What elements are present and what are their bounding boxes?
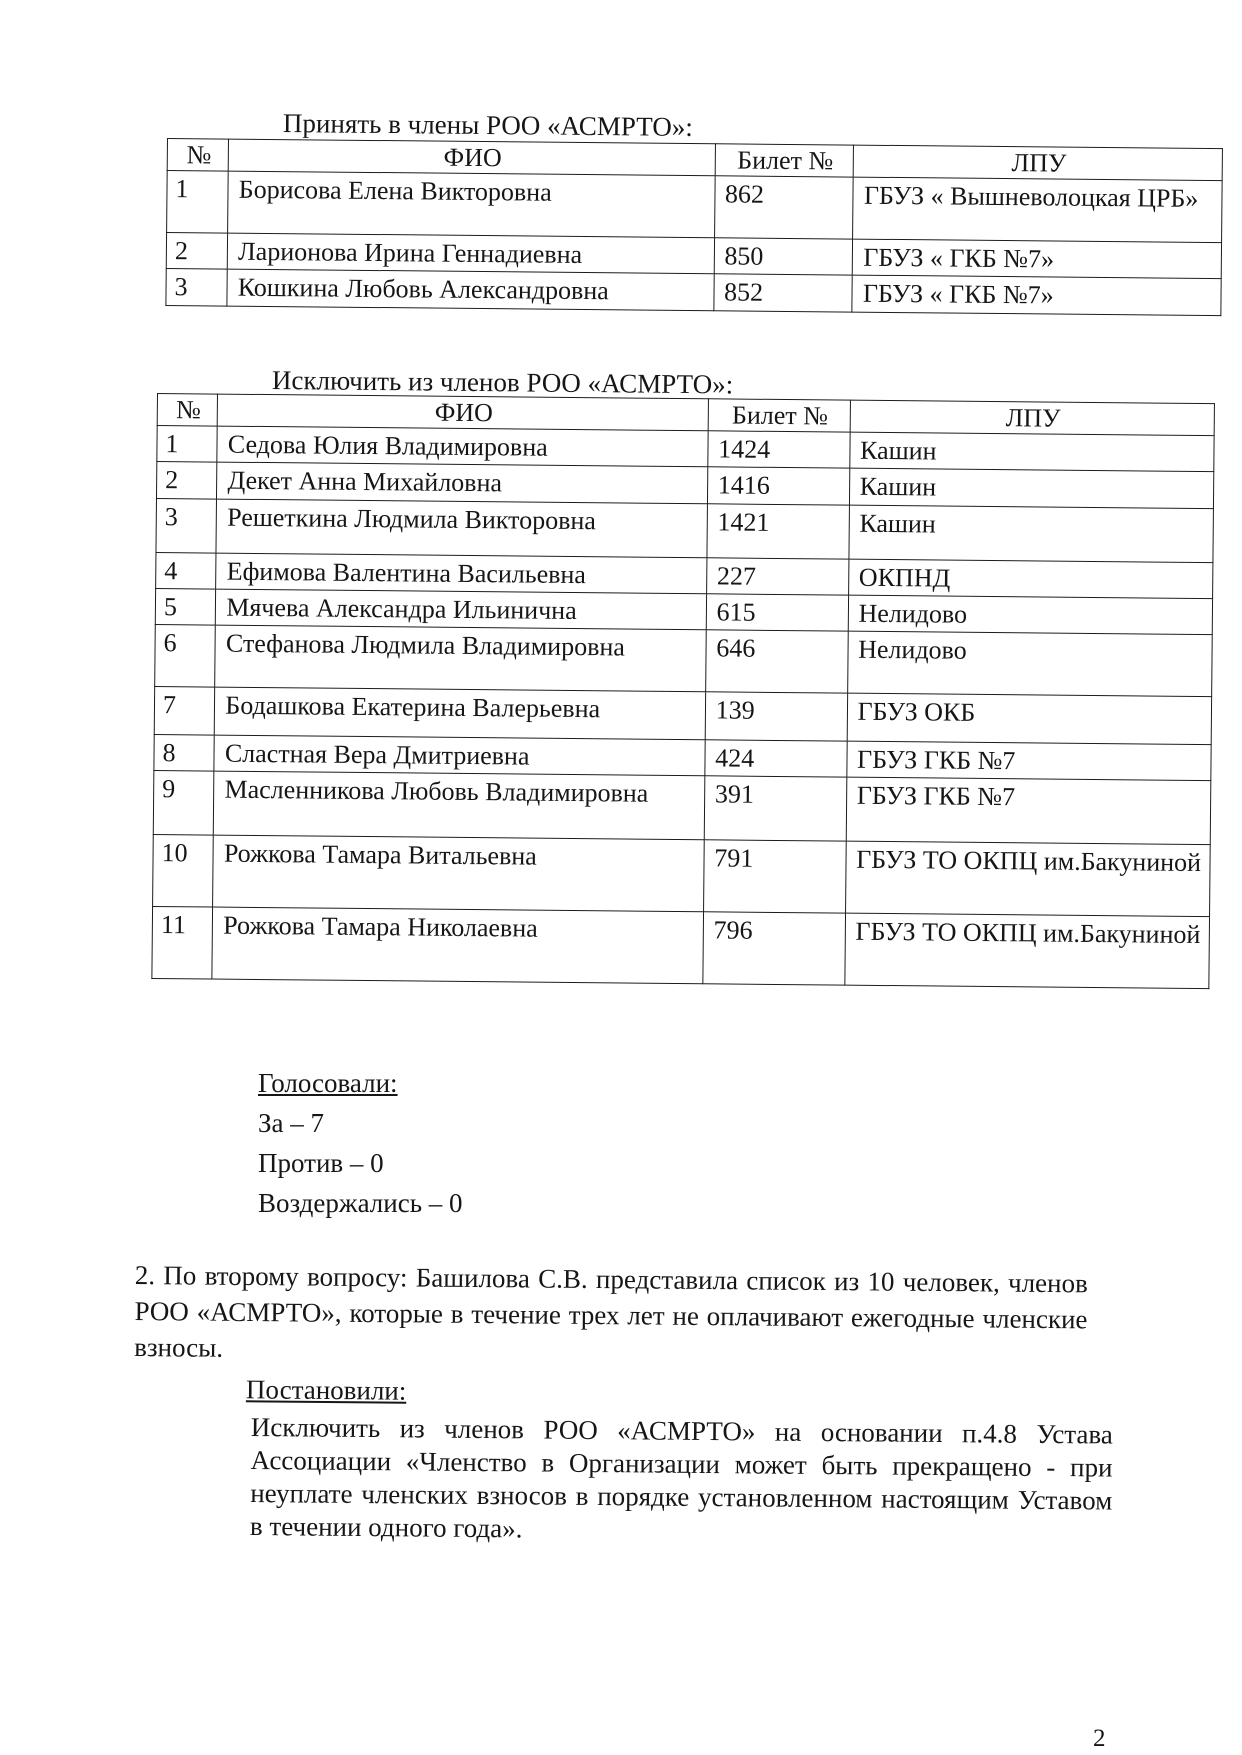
row-no: 3 [156, 498, 217, 553]
row-ticket: 791 [703, 840, 846, 913]
row-lpu: ГБУЗ ГКБ №7 [846, 777, 1211, 844]
row-fio: Масленникова Любовь Владимировна [214, 771, 705, 840]
col-ticket-header: Билет № [715, 144, 854, 178]
admit-table [165, 138, 1223, 316]
row-ticket: 391 [704, 776, 847, 841]
row-no: 8 [154, 734, 215, 771]
row-ticket: 139 [705, 692, 847, 741]
col-lpu-header: ЛПУ [854, 145, 1223, 181]
row-ticket: 227 [706, 557, 848, 595]
row-lpu: ГБУЗ « ГКБ №7» [853, 239, 1222, 279]
row-fio: Борисова Елена Викторовна [228, 171, 715, 238]
table-row [156, 498, 1213, 562]
col-no-header: № [167, 139, 229, 172]
vote-abstained: Воздержались – 0 [258, 1188, 463, 1218]
col-fio-header: ФИО [218, 394, 709, 431]
row-no: 6 [155, 624, 216, 687]
table-row [167, 171, 1223, 243]
row-no: 1 [157, 426, 218, 463]
row-lpu: ГБУЗ ТО ОКПЦ им.Бакуниной [844, 913, 1209, 988]
row-ticket: 796 [703, 912, 846, 985]
row-lpu: ГБУЗ ОКБ [847, 693, 1212, 744]
resolved-title: Постановили: [245, 1374, 407, 1406]
row-no: 4 [156, 552, 217, 589]
col-lpu-header: ЛПУ [850, 400, 1215, 436]
row-fio: Ефимова Валентина Васильевна [216, 553, 707, 594]
row-lpu: ГБУЗ « ГКБ №7» [852, 275, 1221, 315]
resolution-paragraph: Исключить из членов РОО «АСМРТО» на основании п.4.8 Устава Ассоциации «Членство в Организации может быть прекращено - при неуплате членских взносов в порядке установленном настоящим Уставом в течении одного года». [249, 1412, 1113, 1544]
row-fio: Седова Юлия Владимировна [217, 426, 708, 467]
row-lpu: Нелидово [848, 595, 1213, 635]
row-ticket: 852 [713, 274, 852, 312]
row-ticket: 1416 [707, 467, 849, 505]
row-lpu: ОКПНД [848, 559, 1213, 599]
row-lpu: Нелидово [847, 631, 1212, 696]
table-row [153, 771, 1211, 845]
row-fio: Бодашкова Екатерина Валерьевна [215, 687, 706, 740]
row-fio: Рожкова Тамара Николаевна [212, 907, 703, 984]
row-no: 5 [155, 588, 216, 625]
vote-for: За – 7 [258, 1108, 325, 1138]
row-fio: Декет Анна Михайловна [217, 462, 708, 503]
row-lpu: Кашин [849, 505, 1214, 562]
row-no: 11 [152, 907, 213, 980]
row-fio: Ларионова Ирина Геннадиевна [227, 233, 714, 274]
row-fio: Кошкина Любовь Александровна [227, 269, 714, 310]
row-lpu: Кашин [849, 469, 1214, 509]
admit-caption: Принять в члены РОО «АСМРТО»: [282, 108, 693, 142]
row-ticket: 862 [714, 176, 854, 239]
row-fio: Сластная Вера Дмитриевна [214, 735, 705, 776]
question-two-paragraph: 2. По второму вопросу: Башилова С.В. представила список из 10 человек, членов РОО «АСМРТО», которые в течение трех лет не оплачивают ежегодные членские взносы. [134, 1259, 1088, 1363]
row-no: 7 [154, 686, 215, 735]
row-ticket: 424 [705, 740, 847, 778]
table-row [153, 835, 1211, 917]
row-no: 9 [153, 771, 214, 836]
row-lpu: Кашин [849, 432, 1214, 472]
col-ticket-header: Билет № [708, 399, 850, 433]
vote-against: Против – 0 [258, 1148, 384, 1178]
vote-title: Голосовали: [258, 1068, 398, 1098]
row-no: 10 [153, 835, 214, 908]
row-ticket: 1421 [707, 503, 849, 558]
table-row [152, 907, 1210, 989]
vote-results [258, 1063, 463, 1223]
row-no: 3 [166, 269, 228, 306]
row-lpu: ГБУЗ « Вышневолоцкая ЦРБ» [853, 177, 1222, 243]
row-lpu: ГБУЗ ГКБ №7 [846, 741, 1211, 781]
page-number: 2 [1093, 1725, 1106, 1752]
row-no: 2 [156, 462, 217, 499]
col-fio-header: ФИО [228, 139, 715, 176]
col-no-header: № [157, 394, 218, 427]
row-no: 1 [167, 171, 229, 234]
row-fio: Мячева Александра Ильинична [216, 589, 707, 630]
row-fio: Решеткина Людмила Викторовна [216, 499, 707, 558]
table-row [155, 624, 1213, 696]
row-ticket: 1424 [708, 431, 850, 469]
row-no: 2 [166, 233, 228, 270]
row-fio: Рожкова Тамара Витальевна [213, 835, 704, 912]
row-ticket: 850 [714, 238, 853, 276]
exclude-table [151, 393, 1215, 989]
row-fio: Стефанова Людмила Владимировна [215, 625, 706, 692]
exclude-caption: Исключить из членов РОО «АСМРТО»: [271, 365, 734, 400]
row-ticket: 615 [706, 594, 848, 632]
row-ticket: 646 [705, 630, 847, 693]
row-lpu: ГБУЗ ТО ОКПЦ им.Бакуниной [845, 841, 1210, 916]
